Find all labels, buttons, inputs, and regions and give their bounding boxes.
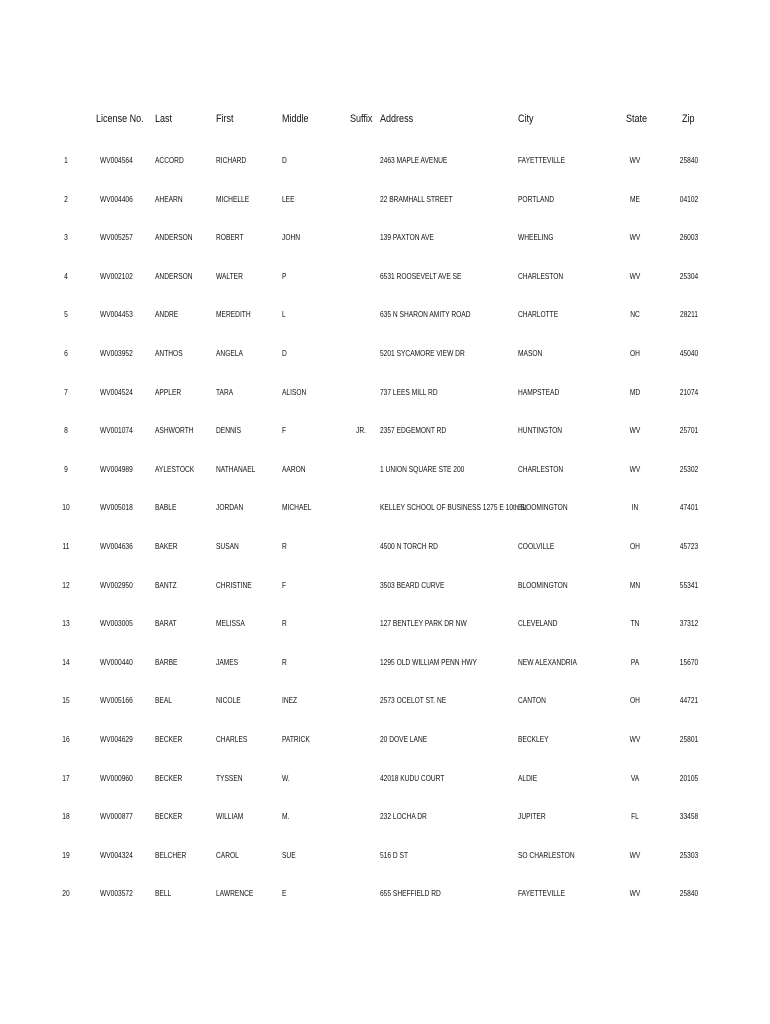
- cell-middle: PATRICK: [282, 734, 310, 744]
- header-zip: Zip: [682, 113, 695, 125]
- row-number: 10: [62, 502, 70, 513]
- cell-state: MD: [629, 386, 641, 397]
- header-first: First: [216, 113, 234, 125]
- cell-state: WV: [629, 849, 641, 860]
- cell-address: 2573 OCELOT ST. NE: [380, 695, 447, 706]
- row-number: 4: [64, 270, 68, 281]
- cell-first: CHRISTINE: [216, 579, 252, 590]
- cell-license-no: WV004564: [100, 155, 133, 165]
- cell-license-no: WV002102: [100, 270, 133, 281]
- cell-license-no: WV004406: [100, 193, 133, 204]
- cell-middle: LEE: [282, 193, 295, 204]
- cell-zip: 47401: [679, 502, 699, 513]
- cell-license-no: WV005257: [100, 232, 133, 243]
- cell-zip: 25840: [679, 155, 699, 165]
- cell-license-no: WV004636: [100, 541, 133, 551]
- cell-license-no: WV005018: [100, 502, 133, 513]
- cell-state: WV: [629, 425, 641, 436]
- cell-zip: 25801: [679, 734, 699, 744]
- row-number: 9: [64, 463, 68, 474]
- cell-last: BECKER: [155, 772, 183, 783]
- cell-city: SO CHARLESTON: [518, 849, 575, 860]
- cell-city: WHEELING: [518, 232, 554, 243]
- cell-first: CAROL: [216, 849, 239, 860]
- cell-last: ACCORD: [155, 155, 184, 165]
- cell-address: 1295 OLD WILLIAM PENN HWY: [380, 656, 477, 667]
- cell-state: IN: [631, 502, 639, 513]
- cell-state: FL: [631, 811, 639, 822]
- cell-zip: 55341: [679, 579, 699, 590]
- row-number: 19: [62, 849, 70, 860]
- cell-zip: 37312: [679, 618, 699, 629]
- cell-last: BANTZ: [155, 579, 177, 590]
- cell-state: OH: [630, 541, 640, 551]
- cell-address: KELLEY SCHOOL OF BUSINESS 1275 E 10th St: [380, 502, 527, 513]
- cell-last: AYLESTOCK: [155, 463, 195, 474]
- cell-first: MEREDITH: [216, 309, 251, 320]
- cell-zip: 28211: [680, 309, 698, 320]
- row-number: 15: [62, 695, 70, 706]
- cell-address: 635 N SHARON AMITY ROAD: [380, 309, 471, 320]
- cell-city: FAYETTEVILLE: [518, 888, 566, 899]
- cell-address: 516 D ST: [380, 849, 409, 860]
- cell-zip: 20105: [679, 772, 699, 783]
- cell-zip: 45040: [679, 348, 699, 358]
- cell-middle: ALISON: [282, 386, 307, 397]
- cell-city: PORTLAND: [518, 193, 554, 204]
- cell-address: 139 PAXTON AVE: [380, 232, 434, 243]
- cell-address: 6531 ROOSEVELT AVE SE: [380, 270, 462, 281]
- cell-state: WV: [629, 270, 641, 281]
- cell-address: 655 SHEFFIELD RD: [380, 888, 441, 899]
- cell-license-no: WV003005: [100, 618, 133, 629]
- cell-last: BARAT: [155, 618, 177, 629]
- cell-license-no: WV002950: [100, 579, 133, 590]
- cell-city: HUNTINGTON: [518, 425, 563, 436]
- cell-city: BLOOMINGTON: [518, 579, 568, 590]
- row-number: 16: [62, 734, 70, 744]
- cell-state: WV: [629, 888, 641, 899]
- cell-zip: 25840: [679, 888, 699, 899]
- header-last: Last: [155, 113, 173, 125]
- cell-zip: 04102: [679, 193, 699, 204]
- cell-last: APPLER: [155, 386, 182, 397]
- cell-middle: P: [282, 270, 287, 281]
- cell-first: CHARLES: [216, 734, 248, 744]
- cell-zip: 25304: [679, 270, 699, 281]
- cell-last: ANDERSON: [155, 232, 193, 243]
- header-city: City: [518, 113, 534, 125]
- cell-last: BABLE: [155, 502, 177, 513]
- header-address: Address: [380, 113, 414, 125]
- cell-first: ANGELA: [216, 348, 243, 358]
- cell-last: ANDERSON: [155, 270, 193, 281]
- row-number: 12: [62, 579, 70, 590]
- cell-last: BEAL: [155, 695, 172, 706]
- row-number: 14: [62, 656, 70, 667]
- cell-middle: MICHAEL: [282, 502, 312, 513]
- row-number: 13: [62, 618, 70, 629]
- cell-state: MN: [629, 579, 641, 590]
- cell-state: WV: [629, 734, 641, 744]
- cell-license-no: WV005166: [100, 695, 133, 706]
- cell-first: RICHARD: [216, 155, 247, 165]
- cell-address: 2357 EDGEMONT RD: [380, 425, 447, 436]
- cell-address: 42018 KUDU COURT: [380, 772, 445, 783]
- cell-address: 2463 MAPLE AVENUE: [380, 155, 448, 165]
- cell-license-no: WV003572: [100, 888, 133, 899]
- cell-zip: 21074: [679, 386, 699, 397]
- cell-city: FAYETTEVILLE: [518, 155, 566, 165]
- cell-middle: M.: [282, 811, 290, 822]
- cell-address: 232 LOCHA DR: [380, 811, 427, 822]
- cell-state: WV: [629, 232, 641, 243]
- cell-middle: F: [282, 579, 287, 590]
- cell-first: WILLIAM: [216, 811, 244, 822]
- cell-last: ASHWORTH: [155, 425, 194, 436]
- cell-zip: 25303: [679, 849, 699, 860]
- cell-first: TYSSEN: [216, 772, 243, 783]
- cell-first: TARA: [216, 386, 234, 397]
- cell-state: PA: [630, 656, 640, 667]
- cell-middle: SUE: [282, 849, 296, 860]
- cell-state: VA: [630, 772, 640, 783]
- cell-zip: 15670: [679, 656, 699, 667]
- cell-first: NICOLE: [216, 695, 241, 706]
- cell-state: TN: [630, 618, 640, 629]
- cell-last: ANTHOS: [155, 348, 183, 358]
- cell-license-no: WV004989: [100, 463, 133, 474]
- cell-suffix: JR.: [356, 425, 366, 436]
- cell-license-no: WV004629: [100, 734, 133, 744]
- cell-middle: R: [282, 656, 287, 667]
- cell-city: MASON: [518, 348, 543, 358]
- cell-first: DENNIS: [216, 425, 242, 436]
- cell-state: ME: [630, 193, 640, 204]
- cell-address: 737 LEES MILL RD: [380, 386, 438, 397]
- cell-city: CHARLOTTE: [518, 309, 559, 320]
- cell-zip: 25302: [679, 463, 699, 474]
- cell-middle: R: [282, 541, 287, 551]
- cell-last: BECKER: [155, 734, 183, 744]
- cell-zip: 45723: [679, 541, 699, 551]
- cell-license-no: WV004524: [100, 386, 133, 397]
- cell-middle: JOHN: [282, 232, 301, 243]
- header-license-no: License No.: [96, 113, 144, 125]
- cell-city: ALDIE: [518, 772, 538, 783]
- cell-license-no: WV003952: [100, 348, 133, 358]
- cell-state: WV: [629, 463, 641, 474]
- cell-middle: E: [282, 888, 287, 899]
- cell-middle: F: [282, 425, 287, 436]
- cell-license-no: WV004453: [100, 309, 133, 320]
- cell-address: 4500 N TORCH RD: [380, 541, 438, 551]
- cell-city: BECKLEY: [518, 734, 549, 744]
- cell-first: NATHANAEL: [216, 463, 256, 474]
- cell-state: OH: [630, 348, 640, 358]
- row-number: 8: [64, 425, 68, 436]
- cell-license-no: WV000877: [100, 811, 133, 822]
- header-state: State: [626, 113, 648, 125]
- cell-zip: 26003: [679, 232, 699, 243]
- row-number: 11: [62, 541, 70, 551]
- cell-first: MELISSA: [216, 618, 245, 629]
- row-number: 3: [64, 232, 68, 243]
- cell-last: BARBE: [155, 656, 178, 667]
- cell-city: NEW ALEXANDRIA: [518, 656, 577, 667]
- row-number: 20: [62, 888, 70, 899]
- cell-last: BECKER: [155, 811, 183, 822]
- cell-middle: L: [282, 309, 286, 320]
- cell-middle: AARON: [282, 463, 306, 474]
- cell-city: CANTON: [518, 695, 546, 706]
- cell-license-no: WV000440: [100, 656, 133, 667]
- cell-address: 127 BENTLEY PARK DR NW: [380, 618, 467, 629]
- row-number: 5: [64, 309, 68, 320]
- cell-city: HAMPSTEAD: [518, 386, 560, 397]
- row-number: 1: [64, 155, 68, 165]
- cell-state: NC: [630, 309, 640, 320]
- cell-last: BELCHER: [155, 849, 187, 860]
- cell-address: 1 UNION SQUARE STE 200: [380, 463, 465, 474]
- cell-first: JAMES: [216, 656, 239, 667]
- cell-state: WV: [629, 155, 641, 165]
- cell-zip: 25701: [679, 425, 699, 436]
- row-number: 6: [64, 348, 68, 358]
- row-number: 17: [62, 772, 70, 783]
- cell-last: BAKER: [155, 541, 178, 551]
- cell-state: OH: [630, 695, 640, 706]
- cell-city: JUPITER: [518, 811, 546, 822]
- cell-middle: D: [282, 348, 287, 358]
- cell-last: ANDRE: [155, 309, 179, 320]
- cell-last: BELL: [155, 888, 172, 899]
- cell-middle: INEZ: [282, 695, 298, 706]
- cell-zip: 33458: [679, 811, 699, 822]
- cell-middle: D: [282, 155, 287, 165]
- cell-address: 22 BRAMHALL STREET: [380, 193, 453, 204]
- cell-address: 5201 SYCAMORE VIEW DR: [380, 348, 465, 358]
- cell-first: ROBERT: [216, 232, 244, 243]
- cell-license-no: WV004324: [100, 849, 133, 860]
- cell-first: WALTER: [216, 270, 243, 281]
- row-number: 2: [64, 193, 68, 204]
- cell-first: JORDAN: [216, 502, 244, 513]
- row-number: 7: [64, 386, 68, 397]
- cell-first: SUSAN: [216, 541, 239, 551]
- cell-city: CHARLESTON: [518, 463, 564, 474]
- cell-address: 20 DOVE LANE: [380, 734, 428, 744]
- cell-address: 3503 BEARD CURVE: [380, 579, 445, 590]
- cell-license-no: WV000960: [100, 772, 133, 783]
- cell-city: BLOOMINGTON: [518, 502, 568, 513]
- cell-city: CHARLESTON: [518, 270, 564, 281]
- cell-city: CLEVELAND: [518, 618, 558, 629]
- row-number: 18: [62, 811, 70, 822]
- cell-first: LAWRENCE: [216, 888, 254, 899]
- cell-last: AHEARN: [155, 193, 183, 204]
- header-middle: Middle: [282, 113, 309, 125]
- cell-license-no: WV001074: [100, 425, 133, 436]
- header-suffix: Suffix: [350, 113, 373, 125]
- cell-zip: 44721: [679, 695, 699, 706]
- cell-first: MICHELLE: [216, 193, 250, 204]
- cell-city: COOLVILLE: [518, 541, 555, 551]
- cell-middle: R: [282, 618, 287, 629]
- cell-middle: W.: [282, 772, 290, 783]
